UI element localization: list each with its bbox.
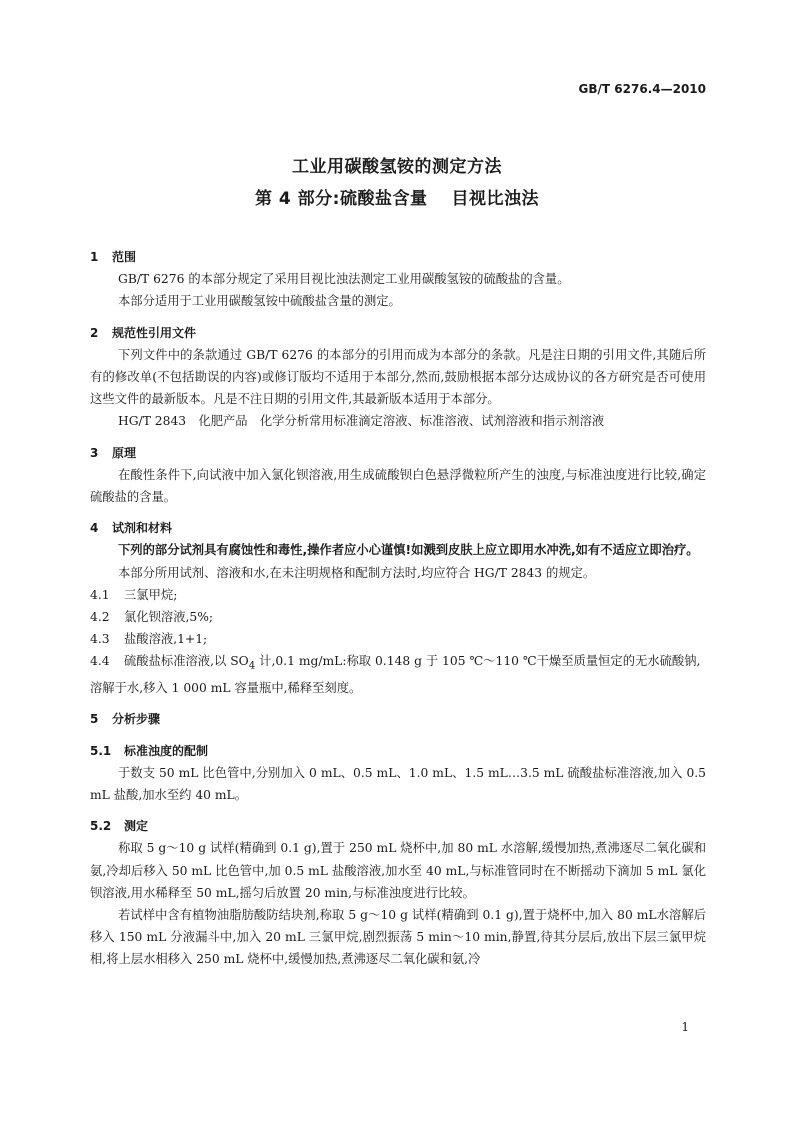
- document-title-line1: 工业用碳酸氢铵的测定方法: [292, 157, 502, 177]
- reagent-item: 4.4 硫酸盐标准溶液,以 $SO_4$ 计,0.1 mg/mL:称取 0.148 g 于 105 ℃～110 ℃干燥至质量恒定的无水硫酸钠,溶解于水,移入 1 000 mL 容量瓶中,稀释至刻度。: [90, 654, 701, 696]
- reference-entry: HG/T 2843 化肥产品 化学分析常用标准滴定溶液、标准溶液、试剂溶液和指示剂溶液: [118, 414, 605, 429]
- document-body: [90, 246, 706, 971]
- safety-warning: 下列的部分试剂具有腐蚀性和毒性,操作者应小心谨慎!如溅到皮肤上应立即用水冲洗,如有不适应立即治疗。: [118, 543, 699, 558]
- paragraph: 下列文件中的条款通过 GB/T 6276 的本部分的引用而成为本部分的条款。凡是注日期的引用文件,其随后所有的修改单(不包括勘误的内容)或修订版均不适用于本部分,然而,鼓励根据本部分达成协议的各方研究是否可使用这些文件的最新版本。凡是不注日期的引用文件,其最新版本适用于本部分。: [90, 347, 706, 407]
- page-number: 1: [681, 1020, 689, 1034]
- subsection-heading-determination: 5.2 测定: [90, 819, 149, 834]
- subsection-heading-standard-turbidity: 5.1 标准浊度的配制: [90, 743, 209, 758]
- document-title-line2: [0, 184, 794, 209]
- reagent-item: 4.1 三氯甲烷;: [90, 587, 178, 602]
- section-heading-principle: 3 原理: [90, 445, 137, 460]
- section-heading-procedure: 5 分析步骤: [90, 712, 161, 727]
- paragraph: 称取 5 g～10 g 试样(精确到 0.1 g),置于 250 mL 烧杯中,加 80 mL 水溶解,缓慢加热,煮沸逐尽二氧化碳和氨,冷却后移入 50 mL 比色管中,加 0.5 mL 盐酸溶液,加水至 40 mL,与标准管同时在不断摇动下滴加 5 mL 氯化钡溶液,用水稀释至 50 mL,摇匀后放置 20 min,与标准浊度进行比较。: [90, 841, 706, 900]
- reagent-item: 4.2 氯化钡溶液,5%;: [90, 610, 214, 625]
- paragraph: 在酸性条件下,向试液中加入氯化钡溶液,用生成硫酸钡白色悬浮微粒所产生的浊度,与标准浊度进行比较,确定硫酸盐的含量。: [90, 467, 706, 505]
- subscript: 4: [248, 659, 256, 672]
- section-heading-normative-references: 2 规范性引用文件: [90, 325, 197, 340]
- standard-code: GB/T 6276.4—2010: [578, 82, 706, 96]
- section-heading-reagents: 4 试剂和材料: [90, 521, 173, 536]
- paragraph: 于数支 50 mL 比色管中,分别加入 0 mL、0.5 mL、1.0 mL、1.5 mL…3.5 mL 硫酸盐标准溶液,加入 0.5 mL 盐酸,加水至约 40 mL。: [90, 765, 706, 802]
- title-part: 第 4 部分:硫酸盐含量: [255, 189, 428, 209]
- paragraph: 若试样中含有植物油脂肪酸防结块剂,称取 5 g～10 g 试样(精确到 0.1 g),置于烧杯中,加入 80 mL水溶解后移入 150 mL 分液漏斗中,加入 20 mL 三氯甲烷,剧烈振荡 5 min～10 min,静置,待其分层后,放出下层三氯甲烷相,将上层水相移入 250 mL 烧杯中,缓慢加热,煮沸逐尽二氧化碳和氨,冷: [90, 907, 706, 967]
- section-heading-scope: 1 范围: [90, 250, 137, 264]
- reagent-item: 4.3 盐酸溶液,1+1;: [90, 632, 208, 647]
- paragraph: 本部分所用试剂、溶液和水,在未注明规格和配制方法时,均应符合 HG/T 2843 的规定。: [118, 565, 596, 580]
- paragraph: 本部分适用于工业用碳酸氢铵中硫酸盐含量的测定。: [118, 294, 401, 309]
- paragraph: GB/T 6276 的本部分规定了采用目视比浊法测定工业用碳酸氢铵的硫酸盐的含量。: [118, 272, 570, 287]
- title-method: 目视比浊法: [451, 189, 539, 209]
